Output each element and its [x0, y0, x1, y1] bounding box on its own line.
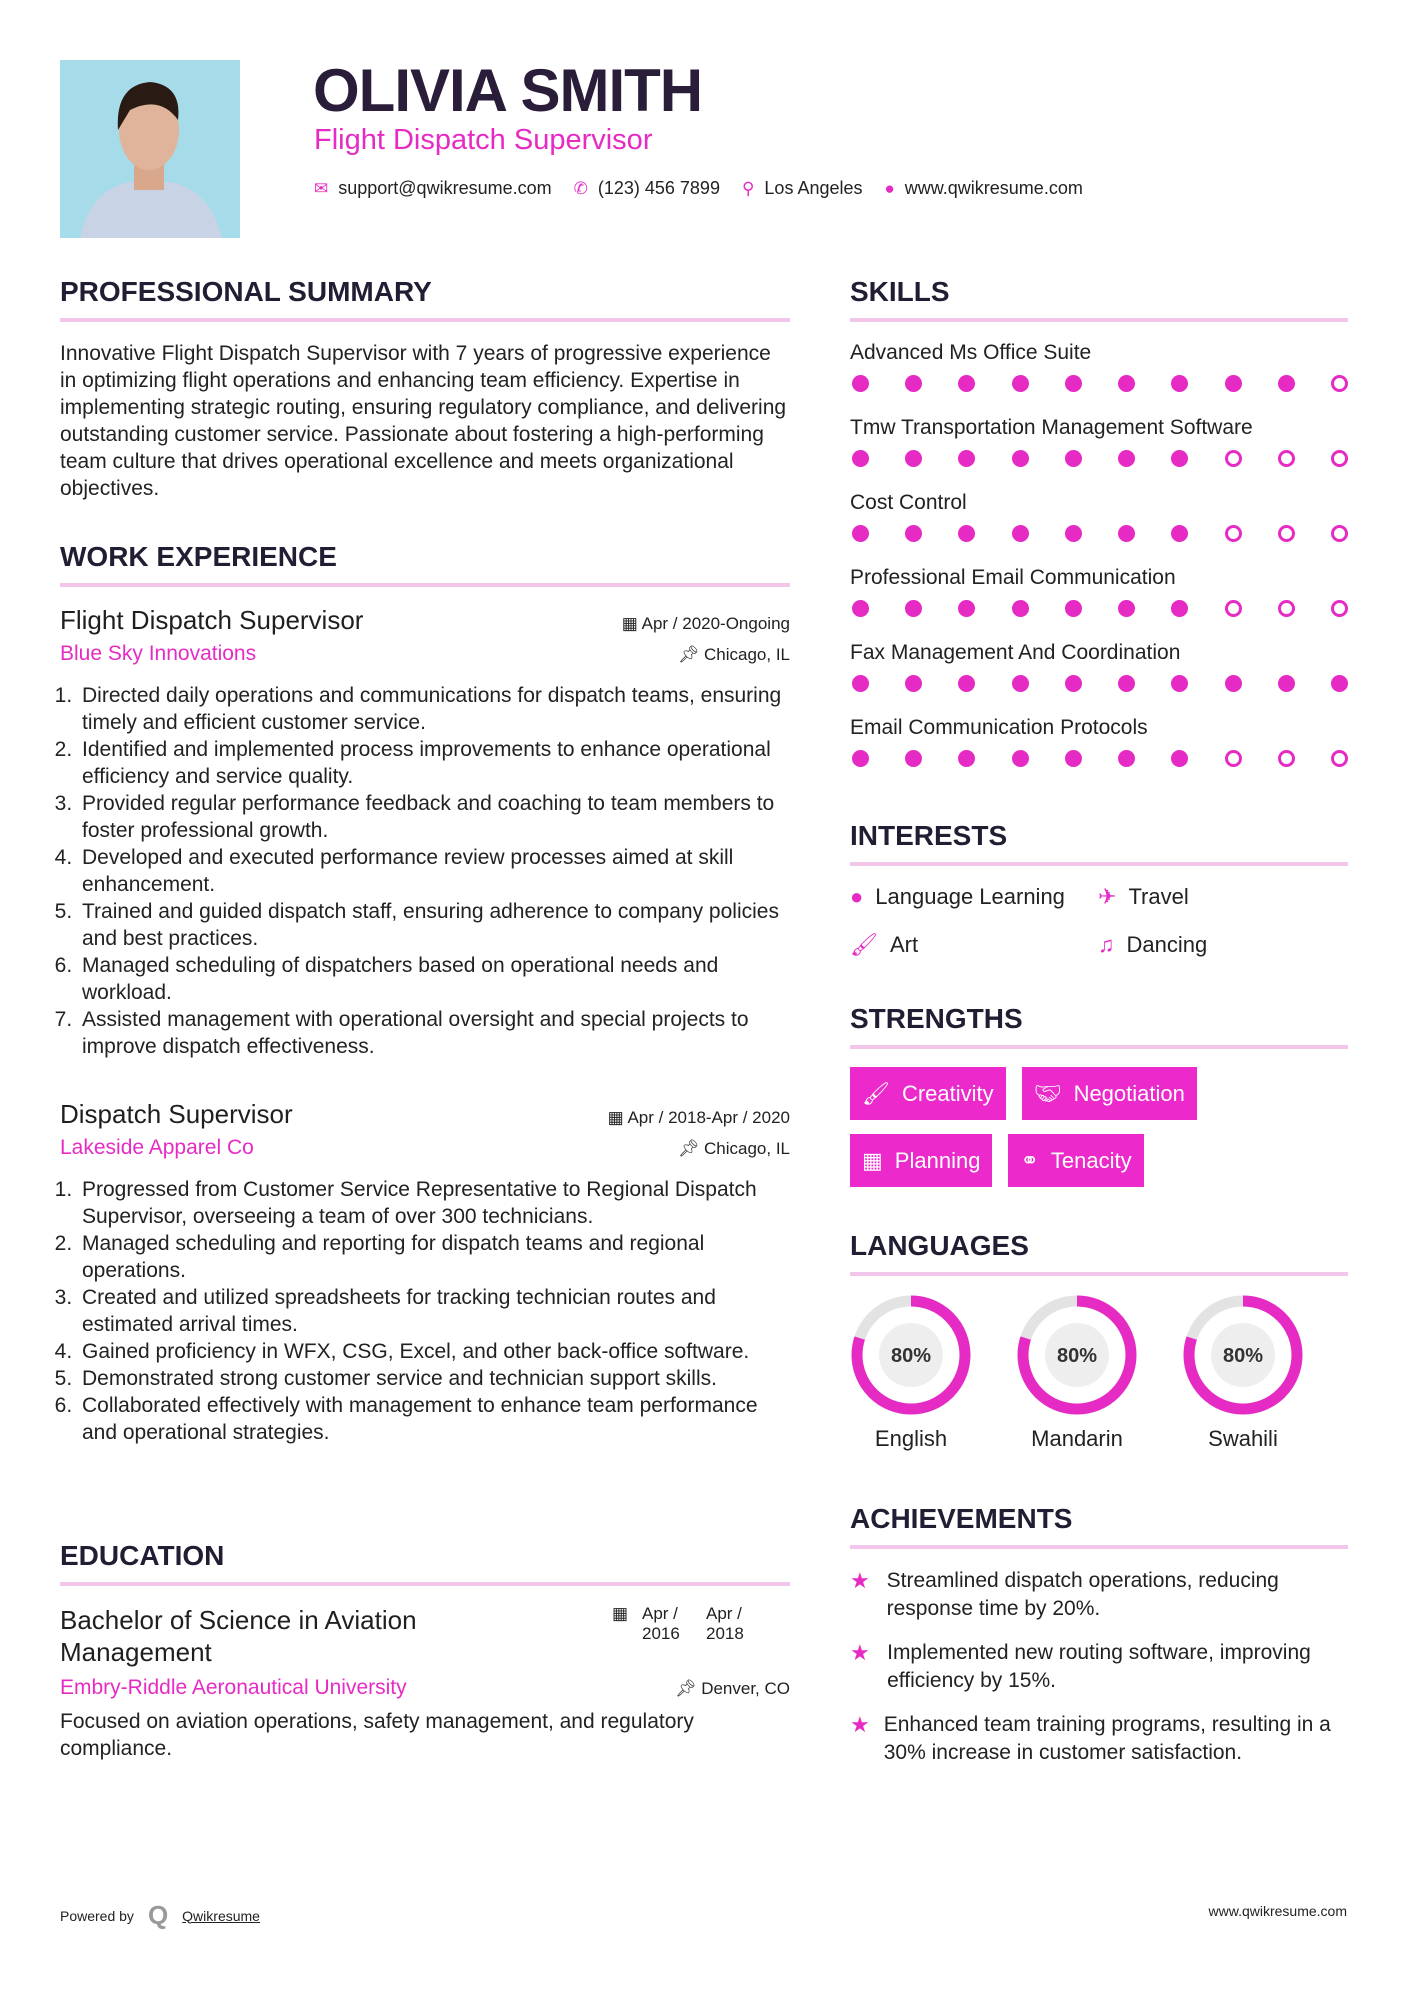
rating-dot-empty: [1225, 750, 1242, 767]
company-name: Blue Sky Innovations: [60, 642, 257, 665]
rating-dot-filled: [958, 750, 975, 767]
strength-label: Planning: [894, 1147, 981, 1173]
section-heading: LANGUAGES: [850, 1230, 1029, 1261]
rating-dot-filled: [905, 450, 922, 467]
interest-label: Art: [889, 932, 919, 957]
divider: [60, 318, 790, 322]
job-entry: [60, 1099, 790, 1446]
interest-label: Dancing: [1126, 932, 1208, 957]
section-heading: STRENGTHS: [850, 1003, 1023, 1034]
section-heading: ACHIEVEMENTS: [850, 1503, 1073, 1534]
rating-dot-filled: [1278, 675, 1295, 692]
rating-dot-filled: [1171, 675, 1188, 692]
star-icon: ★: [850, 1712, 870, 1737]
job-bullets: [60, 1176, 790, 1446]
rating-dot-filled: [1065, 750, 1082, 767]
language-donut: [1182, 1294, 1304, 1416]
language-percent: 80%: [1222, 1345, 1264, 1367]
company-name: Lakeside Apparel Co: [60, 1136, 254, 1159]
strength-tag: [1022, 1067, 1197, 1120]
rating-dot-filled: [1118, 450, 1135, 467]
rating-dot-filled: [1012, 750, 1029, 767]
interest-label: Travel: [1128, 884, 1189, 909]
rating-dot-filled: [1118, 675, 1135, 692]
strength-tag: [850, 1067, 1006, 1120]
interests-section: [850, 820, 1348, 958]
rating-dot-empty: [1331, 600, 1348, 617]
language-item: [850, 1294, 972, 1452]
divider: [60, 583, 790, 587]
rating-dot-filled: [1012, 375, 1029, 392]
divider: [60, 1582, 790, 1586]
achievement-item: [850, 1567, 1348, 1623]
contact-location: Los Angeles: [764, 178, 863, 198]
contact-phone: (123) 456 7899: [597, 178, 720, 198]
rating-dot-filled: [958, 675, 975, 692]
edu-description: Focused on aviation operations, safety management, and regulatory compliance.: [60, 1710, 694, 1760]
pin-icon: 📌︎: [677, 1139, 704, 1158]
skill-item: [850, 490, 1348, 565]
skill-name: Tmw Transportation Management Software: [850, 416, 1253, 439]
job-location: Chicago, IL: [704, 1139, 790, 1158]
rating-dot-filled: [1118, 525, 1135, 542]
job-title: Dispatch Supervisor: [60, 1099, 293, 1129]
rating-dot-filled: [1171, 600, 1188, 617]
rating-dot-filled: [1225, 375, 1242, 392]
handshake-icon: 🤝︎: [1033, 1080, 1062, 1106]
link-icon: ⚭: [1020, 1147, 1039, 1173]
rating-dot-empty: [1331, 525, 1348, 542]
candidate-name: OLIVIA SMITH: [313, 57, 703, 124]
rating-dot-filled: [852, 750, 869, 767]
rating-dot-filled: [1171, 750, 1188, 767]
rating-dot-filled: [1278, 375, 1295, 392]
rating-dot-filled: [852, 525, 869, 542]
skill-name: Email Communication Protocols: [850, 716, 1148, 739]
strength-label: Negotiation: [1073, 1080, 1185, 1106]
skill-rating: [850, 675, 1348, 692]
edu-end: Apr / 2018: [706, 1604, 744, 1643]
rating-dot-filled: [958, 375, 975, 392]
candidate-title: Flight Dispatch Supervisor: [314, 124, 653, 156]
skill-name: Cost Control: [850, 491, 967, 514]
language-donut: [850, 1294, 972, 1416]
skill-rating: [850, 450, 1348, 467]
strength-label: Tenacity: [1050, 1147, 1132, 1173]
section-heading: PROFESSIONAL SUMMARY: [60, 276, 432, 307]
contact-email[interactable]: support@qwikresume.com: [338, 178, 552, 198]
powered-by-label: Powered by: [60, 1907, 134, 1924]
job-title: Flight Dispatch Supervisor: [60, 605, 364, 635]
rating-dot-filled: [852, 450, 869, 467]
rating-dot-filled: [1065, 525, 1082, 542]
rating-dot-empty: [1225, 450, 1242, 467]
contact-bar: [314, 178, 1083, 199]
edu-start: Apr / 2016: [642, 1604, 680, 1643]
work-heading-block: [60, 541, 790, 605]
skill-rating: [850, 525, 1348, 542]
rating-dot-empty: [1225, 600, 1242, 617]
achievement-text: Enhanced team training programs, resulting in a 30% increase in customer satisfaction.: [883, 1713, 1331, 1764]
rating-dot-filled: [1118, 750, 1135, 767]
brand-link[interactable]: Qwikresume: [182, 1907, 260, 1924]
contact-website[interactable]: www.qwikresume.com: [904, 178, 1083, 198]
skill-item: [850, 565, 1348, 640]
rating-dot-filled: [1065, 675, 1082, 692]
rating-dot-filled: [1065, 450, 1082, 467]
language-percent: 80%: [890, 1345, 932, 1367]
interest-item: [850, 884, 1098, 910]
bullet-item: 5. Trained and guided dispatch staff, ensuring adherence to company policies and best practices.: [78, 898, 790, 952]
phone-icon: ✆: [573, 178, 588, 198]
section-heading: EDUCATION: [60, 1540, 225, 1571]
skill-rating: [850, 375, 1348, 392]
rating-dot-empty: [1331, 450, 1348, 467]
bullet-item: 6. Managed scheduling of dispatchers based on operational needs and workload.: [78, 952, 790, 1006]
rating-dot-filled: [905, 675, 922, 692]
school-name: Embry-Riddle Aeronautical University: [60, 1676, 407, 1699]
globe-icon: ●: [884, 178, 895, 198]
skill-rating: [850, 750, 1348, 767]
rating-dot-filled: [958, 450, 975, 467]
rating-dot-filled: [905, 600, 922, 617]
strength-tag: [850, 1134, 992, 1187]
job-entry: [60, 605, 790, 1060]
skill-name: Fax Management And Coordination: [850, 641, 1181, 664]
skill-item: [850, 415, 1348, 490]
rating-dot-filled: [852, 375, 869, 392]
rating-dot-filled: [1118, 375, 1135, 392]
pin-icon: 📌︎: [677, 645, 704, 664]
qwikresume-logo-icon: Q: [147, 1900, 169, 1930]
skills-list: [850, 340, 1348, 790]
divider: [850, 1545, 1348, 1549]
calendar-icon: ▦: [862, 1147, 883, 1173]
calendar-icon: ▦: [611, 1604, 628, 1623]
bullet-item: 2. Identified and implemented process improvements to enhance operational efficiency and service quality.: [78, 736, 790, 790]
bullet-item: 6. Collaborated effectively with management to enhance team performance and operational strategies.: [78, 1392, 790, 1446]
rating-dot-filled: [1171, 450, 1188, 467]
rating-dot-filled: [905, 375, 922, 392]
rating-dot-empty: [1225, 525, 1242, 542]
job-dates: Apr / 2020-Ongoing: [641, 614, 790, 633]
section-heading: WORK EXPERIENCE: [60, 541, 337, 572]
footer-url[interactable]: www.qwikresume.com: [1208, 1903, 1347, 1919]
music-icon: ♫: [1098, 932, 1115, 957]
bullet-item: 1. Directed daily operations and communications for dispatch teams, ensuring timely and efficient customer service.: [78, 682, 790, 736]
bullet-item: 4. Developed and executed performance review processes aimed at skill enhancement.: [78, 844, 790, 898]
degree: Bachelor of Science in Aviation Management: [60, 1605, 417, 1667]
interest-label: Language Learning: [875, 884, 1065, 909]
rating-dot-filled: [1065, 375, 1082, 392]
bullet-item: 4. Gained proficiency in WFX, CSG, Excel, and other back-office software.: [78, 1338, 790, 1365]
rating-dot-filled: [1012, 600, 1029, 617]
rating-dot-empty: [1278, 450, 1295, 467]
section-heading: INTERESTS: [850, 820, 1008, 851]
star-icon: ★: [850, 1640, 870, 1665]
paintbrush-icon: 🖌︎: [862, 1080, 890, 1106]
summary-text: Innovative Flight Dispatch Supervisor with 7 years of progressive experience in optimizing flight operations and enhancing team efficiency. Expertise in implementing strategic routing, ensuring regulatory compliance, and delivering outstanding customer service. Passionate about fostering a high-performing team culture that drives operational excellence and meets organizational objectives.: [60, 342, 787, 500]
achievements-section: [850, 1503, 1348, 1783]
rating-dot-empty: [1278, 600, 1295, 617]
achievement-text: Implemented new routing software, improving efficiency by 15%.: [887, 1641, 1311, 1692]
language-donut: [1016, 1294, 1138, 1416]
rating-dot-filled: [958, 525, 975, 542]
strength-label: Creativity: [901, 1080, 994, 1106]
rating-dot-filled: [1171, 375, 1188, 392]
bullet-item: 2. Managed scheduling and reporting for dispatch teams and regional operations.: [78, 1230, 790, 1284]
language-name: English: [874, 1426, 948, 1451]
rating-dot-filled: [905, 750, 922, 767]
skill-name: Professional Email Communication: [850, 566, 1176, 589]
interest-item: [1098, 932, 1348, 958]
paintbrush-icon: 🖌︎: [850, 932, 878, 957]
achievement-text: Streamlined dispatch operations, reducing response time by 20%.: [886, 1569, 1279, 1620]
bullet-item: 1. Progressed from Customer Service Representative to Regional Dispatch Supervisor, overseeing a team of over 300 technicians.: [78, 1176, 790, 1230]
rating-dot-empty: [1278, 525, 1295, 542]
star-icon: ★: [850, 1568, 870, 1593]
language-name: Mandarin: [1031, 1426, 1123, 1451]
bullet-item: 3. Provided regular performance feedback and coaching to team members to foster professional growth.: [78, 790, 790, 844]
divider: [850, 862, 1348, 866]
rating-dot-filled: [1331, 675, 1348, 692]
section-heading: SKILLS: [850, 276, 950, 307]
bullet-item: 5. Demonstrated strong customer service and technician support skills.: [78, 1365, 790, 1392]
divider: [850, 1272, 1348, 1276]
rating-dot-empty: [1331, 375, 1348, 392]
interest-item: [850, 932, 1098, 958]
strength-tag: [1008, 1134, 1143, 1187]
calendar-icon: ▦: [607, 1108, 628, 1127]
job-bullets: [60, 682, 790, 1060]
rating-dot-empty: [1278, 750, 1295, 767]
skill-item: [850, 640, 1348, 715]
language-item: [1016, 1294, 1138, 1452]
achievement-item: [850, 1639, 1348, 1695]
rating-dot-filled: [1012, 450, 1029, 467]
bullet-item: 7. Assisted management with operational oversight and special projects to improve dispatch effectiveness.: [78, 1006, 790, 1060]
rating-dot-filled: [1012, 675, 1029, 692]
bullet-item: 3. Created and utilized spreadsheets for tracking technician routes and estimated arrival times.: [78, 1284, 790, 1338]
skills-section: [850, 276, 1348, 790]
rating-dot-filled: [1118, 600, 1135, 617]
rating-dot-filled: [852, 600, 869, 617]
job-location: Chicago, IL: [704, 645, 790, 664]
calendar-icon: ▦: [621, 614, 642, 633]
rating-dot-empty: [1331, 750, 1348, 767]
rating-dot-filled: [1171, 525, 1188, 542]
plane-icon: ✈: [1098, 884, 1117, 909]
rating-dot-filled: [1065, 600, 1082, 617]
job-dates: Apr / 2018-Apr / 2020: [627, 1108, 790, 1127]
skill-rating: [850, 600, 1348, 617]
rating-dot-filled: [958, 600, 975, 617]
language-percent: 80%: [1056, 1345, 1098, 1367]
divider: [850, 1045, 1348, 1049]
language-item: [1182, 1294, 1304, 1452]
skill-name: Advanced Ms Office Suite: [850, 341, 1092, 364]
footer-powered-by: [60, 1900, 260, 1931]
interest-item: [1098, 884, 1348, 910]
rating-dot-filled: [1225, 675, 1242, 692]
achievement-item: [850, 1711, 1348, 1767]
rating-dot-filled: [905, 525, 922, 542]
edu-location: Denver, CO: [701, 1679, 790, 1698]
rating-dot-filled: [1012, 525, 1029, 542]
globe-icon: ●: [850, 884, 864, 909]
languages-section: [850, 1230, 1348, 1452]
pin-icon: 📌︎: [674, 1679, 702, 1698]
strengths-section: [850, 1003, 1348, 1187]
map-pin-icon: ⚲: [741, 178, 755, 198]
skill-item: [850, 715, 1348, 790]
divider: [850, 318, 1348, 322]
rating-dot-filled: [852, 675, 869, 692]
profile-photo: [60, 60, 240, 238]
skill-item: [850, 340, 1348, 415]
envelope-icon: ✉: [314, 178, 329, 198]
education-section: [60, 1540, 790, 1762]
language-name: Swahili: [1208, 1426, 1278, 1451]
summary-section: [60, 276, 790, 502]
